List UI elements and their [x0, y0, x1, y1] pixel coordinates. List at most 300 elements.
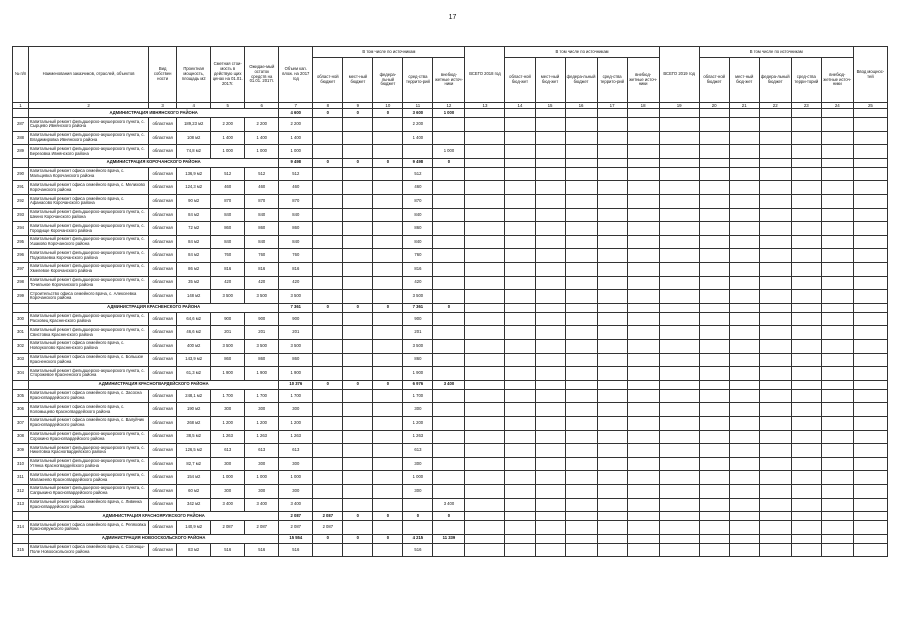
empty-cell: [505, 167, 535, 181]
empty-cell: [505, 430, 535, 444]
empty-cell: [729, 339, 759, 353]
empty-cell: [759, 312, 791, 326]
empty-cell: [729, 416, 759, 430]
source-cell: 0: [433, 512, 465, 521]
empty-cell: [759, 367, 791, 381]
volume-cell: 15 554: [279, 534, 313, 543]
source-cell: [373, 276, 403, 290]
empty-cell: [597, 367, 627, 381]
volume-cell: 840: [279, 208, 313, 222]
estimate-cell: 3 500: [211, 290, 245, 304]
header-src: област-ной бюджет: [313, 58, 343, 103]
empty-cell: [535, 208, 565, 222]
empty-cell: [729, 208, 759, 222]
empty-cell: [699, 222, 729, 236]
expected-cell: 516: [245, 543, 279, 557]
empty-cell: [853, 109, 887, 118]
table-row: [13, 521, 888, 535]
empty-cell: [597, 167, 627, 181]
empty-cell: [465, 353, 505, 367]
empty-cell: [565, 484, 597, 498]
object-name: Капитальный ремонт фельдшерско-акушерского пункта, с. Владимировка Ивнянского района: [29, 131, 149, 145]
object-name: Капитальный ремонт офиса семейного врача, с. Новоуколово Красненского района: [29, 339, 149, 353]
empty-cell: [853, 444, 887, 458]
source-cell: 1 400: [403, 131, 433, 145]
empty-cell: [699, 290, 729, 304]
capacity-cell: 86 м2: [177, 263, 211, 277]
empty-cell: [821, 339, 853, 353]
expected-cell: 860: [245, 222, 279, 236]
source-cell: [373, 222, 403, 236]
source-cell: [433, 326, 465, 340]
row-number: 296: [13, 249, 29, 263]
empty-cell: [565, 249, 597, 263]
source-cell: [313, 416, 343, 430]
ownership-cell: областная: [149, 181, 177, 195]
table-row: [13, 118, 888, 132]
capacity-cell: 90 м2: [177, 195, 211, 209]
capacity-cell: 64,6 м2: [177, 312, 211, 326]
empty-cell: [853, 484, 887, 498]
ownership-cell: областная: [149, 416, 177, 430]
volume-cell: 300: [279, 457, 313, 471]
empty-cell: [659, 145, 699, 159]
empty-cell: [853, 534, 887, 543]
empty-cell: [535, 303, 565, 312]
object-name: Капитальный ремонт фельдшерско-акушерского пункта, с. Расховец Красненского района: [29, 312, 149, 326]
source-cell: 3 400: [433, 498, 465, 512]
empty-cell: [465, 109, 505, 118]
source-cell: [313, 290, 343, 304]
empty-cell: [535, 326, 565, 340]
empty-cell: [791, 380, 821, 389]
estimate-cell: 1 900: [211, 367, 245, 381]
empty-cell: [821, 403, 853, 417]
empty-cell: [699, 326, 729, 340]
empty-cell: [729, 249, 759, 263]
empty-cell: [821, 109, 853, 118]
empty-cell: [821, 222, 853, 236]
source-cell: [313, 367, 343, 381]
source-cell: 1 000: [433, 109, 465, 118]
group-title: АДМИНИСТРАЦИЯ ИВНЯНСКОГО РАЙОНА: [29, 109, 279, 118]
empty-cell: [627, 430, 659, 444]
source-cell: 6 976: [403, 380, 433, 389]
source-cell: [433, 131, 465, 145]
empty-cell: [627, 263, 659, 277]
header-src: федера-льный бюджет: [373, 58, 403, 103]
row-number: [13, 380, 29, 389]
source-cell: [313, 131, 343, 145]
empty-cell: [659, 131, 699, 145]
source-cell: [313, 471, 343, 485]
empty-cell: [759, 339, 791, 353]
ownership-cell: областная: [149, 484, 177, 498]
empty-cell: [699, 380, 729, 389]
ownership-cell: областная: [149, 339, 177, 353]
empty-cell: [699, 276, 729, 290]
empty-cell: [505, 276, 535, 290]
empty-cell: [759, 389, 791, 403]
table-row: [13, 208, 888, 222]
empty-cell: [597, 263, 627, 277]
header-estimate: Сметная стои-мость в действую щих ценах на 01.01. 2017г.: [211, 47, 245, 103]
row-number: 290: [13, 167, 29, 181]
capacity-cell: 342 м2: [177, 498, 211, 512]
volume-cell: 1 900: [279, 367, 313, 381]
empty-cell: [565, 457, 597, 471]
empty-cell: [597, 290, 627, 304]
source-cell: [313, 484, 343, 498]
empty-cell: [627, 249, 659, 263]
ownership-cell: областная: [149, 290, 177, 304]
empty-cell: [465, 312, 505, 326]
volume-cell: 1 200: [279, 416, 313, 430]
volume-cell: 300: [279, 484, 313, 498]
row-number: 308: [13, 430, 29, 444]
empty-cell: [759, 167, 791, 181]
table-row: [13, 181, 888, 195]
empty-cell: [565, 367, 597, 381]
empty-cell: [659, 498, 699, 512]
empty-cell: [505, 131, 535, 145]
empty-cell: [699, 167, 729, 181]
ownership-cell: областная: [149, 326, 177, 340]
empty-cell: [627, 389, 659, 403]
empty-cell: [505, 498, 535, 512]
empty-cell: [821, 312, 853, 326]
empty-cell: [465, 380, 505, 389]
empty-cell: [535, 339, 565, 353]
object-name: Капитальный ремонт фельдшерско-акушерского пункта, с. Хмелевое Корочанского района: [29, 263, 149, 277]
table-row: [13, 222, 888, 236]
empty-cell: [729, 367, 759, 381]
volume-cell: 9 498: [279, 158, 313, 167]
table-row: [13, 498, 888, 512]
empty-cell: [465, 158, 505, 167]
source-cell: [433, 543, 465, 557]
empty-cell: [535, 167, 565, 181]
source-cell: [433, 471, 465, 485]
empty-cell: [505, 389, 535, 403]
row-number: 305: [13, 389, 29, 403]
empty-cell: [659, 543, 699, 557]
expected-cell: 300: [245, 484, 279, 498]
empty-cell: [821, 498, 853, 512]
row-number: 300: [13, 312, 29, 326]
source-cell: 0: [343, 158, 373, 167]
empty-cell: [535, 222, 565, 236]
expected-cell: 2 087: [245, 521, 279, 535]
empty-cell: [821, 167, 853, 181]
empty-cell: [699, 512, 729, 521]
row-number: 294: [13, 222, 29, 236]
empty-cell: [759, 498, 791, 512]
capacity-cell: 189,23 м2: [177, 118, 211, 132]
empty-cell: [659, 416, 699, 430]
empty-cell: [853, 521, 887, 535]
table-row: [13, 195, 888, 209]
header-src: мест-ный бюд-жет: [535, 58, 565, 103]
estimate-cell: 840: [211, 208, 245, 222]
header-src: сред-ства террито-рий: [403, 58, 433, 103]
empty-cell: [465, 444, 505, 458]
empty-cell: [821, 195, 853, 209]
expected-cell: 420: [245, 276, 279, 290]
expected-cell: 3 500: [245, 339, 279, 353]
empty-cell: [535, 249, 565, 263]
capacity-cell: 124,3 м2: [177, 181, 211, 195]
empty-cell: [465, 167, 505, 181]
row-number: 302: [13, 339, 29, 353]
empty-cell: [597, 444, 627, 458]
empty-cell: [759, 222, 791, 236]
header-src-group-2017: В том числе по источникам: [313, 47, 465, 58]
empty-cell: [759, 290, 791, 304]
capacity-cell: 190 м2: [177, 403, 211, 417]
empty-cell: [659, 339, 699, 353]
source-cell: [373, 312, 403, 326]
source-cell: [433, 263, 465, 277]
source-cell: 870: [403, 195, 433, 209]
source-cell: 613: [403, 444, 433, 458]
empty-cell: [565, 158, 597, 167]
row-number: 288: [13, 131, 29, 145]
ownership-cell: областная: [149, 235, 177, 249]
empty-cell: [565, 403, 597, 417]
empty-cell: [699, 109, 729, 118]
expected-cell: 870: [245, 195, 279, 209]
source-cell: [373, 416, 403, 430]
estimate-cell: 460: [211, 181, 245, 195]
empty-cell: [791, 484, 821, 498]
empty-cell: [821, 380, 853, 389]
header-commissioning: Ввод мощнос-тей: [853, 47, 887, 103]
source-cell: [313, 195, 343, 209]
source-cell: [433, 416, 465, 430]
empty-cell: [505, 303, 535, 312]
empty-cell: [791, 457, 821, 471]
estimate-cell: 300: [211, 457, 245, 471]
empty-cell: [821, 303, 853, 312]
ownership-cell: областная: [149, 131, 177, 145]
source-cell: [343, 276, 373, 290]
empty-cell: [791, 543, 821, 557]
empty-cell: [535, 235, 565, 249]
expected-cell: 300: [245, 457, 279, 471]
empty-cell: [759, 181, 791, 195]
empty-cell: [853, 380, 887, 389]
volume-cell: 4 600: [279, 109, 313, 118]
object-name: Капитальный ремонт фельдшерско-акушерского пункта, с. Сырцево Ивнянского района: [29, 118, 149, 132]
source-cell: [343, 195, 373, 209]
object-name: Капитальный ремонт фельдшерско-акушерского пункта, с. Никитовка Красногвардейского района: [29, 444, 149, 458]
source-cell: 860: [403, 222, 433, 236]
empty-cell: [659, 222, 699, 236]
empty-cell: [565, 512, 597, 521]
empty-cell: [597, 457, 627, 471]
empty-cell: [699, 249, 729, 263]
source-cell: [313, 543, 343, 557]
empty-cell: [729, 543, 759, 557]
source-cell: 4 215: [403, 534, 433, 543]
source-cell: 1 700: [403, 389, 433, 403]
empty-cell: [659, 457, 699, 471]
estimate-cell: 1 000: [211, 145, 245, 159]
source-cell: [343, 430, 373, 444]
capacity-cell: 35 м2: [177, 276, 211, 290]
empty-cell: [699, 195, 729, 209]
column-number: 5: [211, 103, 245, 109]
empty-cell: [627, 512, 659, 521]
empty-cell: [465, 543, 505, 557]
empty-cell: [465, 339, 505, 353]
source-cell: [373, 389, 403, 403]
source-cell: [343, 543, 373, 557]
source-cell: 0: [433, 303, 465, 312]
empty-cell: [597, 303, 627, 312]
empty-cell: [659, 444, 699, 458]
empty-cell: [597, 222, 627, 236]
empty-cell: [465, 403, 505, 417]
empty-cell: [505, 484, 535, 498]
expected-cell: 1 900: [245, 367, 279, 381]
empty-cell: [627, 498, 659, 512]
page-number: 17: [448, 14, 457, 21]
empty-cell: [791, 312, 821, 326]
object-name: Капитальный ремонт офиса семейного врача, с. Афанасово Корочанского района: [29, 195, 149, 209]
capacity-cell: 400 м2: [177, 339, 211, 353]
empty-cell: [821, 484, 853, 498]
source-cell: [373, 484, 403, 498]
expected-cell: 1 000: [245, 145, 279, 159]
source-cell: [343, 471, 373, 485]
empty-cell: [627, 303, 659, 312]
source-cell: 11 339: [433, 534, 465, 543]
source-cell: 2 087: [313, 512, 343, 521]
empty-cell: [729, 181, 759, 195]
source-cell: 900: [403, 312, 433, 326]
empty-cell: [627, 326, 659, 340]
source-cell: [403, 521, 433, 535]
row-number: 299: [13, 290, 29, 304]
volume-cell: 7 361: [279, 303, 313, 312]
empty-cell: [759, 512, 791, 521]
empty-cell: [505, 521, 535, 535]
empty-cell: [729, 290, 759, 304]
empty-cell: [699, 457, 729, 471]
empty-cell: [465, 181, 505, 195]
empty-cell: [465, 326, 505, 340]
estimate-cell: 420: [211, 276, 245, 290]
table-row: [13, 131, 888, 145]
empty-cell: [729, 303, 759, 312]
empty-cell: [627, 312, 659, 326]
volume-cell: 1 400: [279, 131, 313, 145]
source-cell: [343, 444, 373, 458]
empty-cell: [597, 380, 627, 389]
table-row: [13, 367, 888, 381]
table-row: [13, 484, 888, 498]
source-cell: [313, 339, 343, 353]
empty-cell: [505, 158, 535, 167]
group-row: [13, 512, 888, 521]
empty-cell: [759, 131, 791, 145]
empty-cell: [729, 109, 759, 118]
empty-cell: [729, 534, 759, 543]
empty-cell: [729, 444, 759, 458]
capacity-cell: 154 м2: [177, 471, 211, 485]
object-name: Капитальный ремонт фельдшерско-акушерского пункта, с. Малакеево Красногвардейского района: [29, 471, 149, 485]
row-number: 304: [13, 367, 29, 381]
table-row: [13, 326, 888, 340]
empty-cell: [565, 498, 597, 512]
volume-cell: 2 087: [279, 512, 313, 521]
empty-cell: [821, 158, 853, 167]
empty-cell: [759, 353, 791, 367]
source-cell: 460: [403, 181, 433, 195]
empty-cell: [565, 118, 597, 132]
empty-cell: [699, 339, 729, 353]
source-cell: 1 000: [403, 471, 433, 485]
empty-cell: [597, 208, 627, 222]
row-number: 311: [13, 471, 29, 485]
empty-cell: [627, 158, 659, 167]
source-cell: [433, 367, 465, 381]
source-cell: [343, 457, 373, 471]
empty-cell: [729, 118, 759, 132]
estimate-cell: 300: [211, 403, 245, 417]
empty-cell: [699, 131, 729, 145]
empty-cell: [821, 471, 853, 485]
empty-cell: [627, 145, 659, 159]
group-row: [13, 380, 888, 389]
empty-cell: [465, 534, 505, 543]
empty-cell: [729, 403, 759, 417]
row-number: 312: [13, 484, 29, 498]
empty-cell: [791, 290, 821, 304]
empty-cell: [565, 276, 597, 290]
empty-cell: [759, 303, 791, 312]
empty-cell: [729, 353, 759, 367]
estimate-cell: 1 400: [211, 131, 245, 145]
empty-cell: [699, 471, 729, 485]
group-title: АДМИНИСТРАЦИЯ КОРОЧАНСКОГО РАЙОНА: [29, 158, 279, 167]
object-name: Капитальный ремонт фельдшерско-акушерского пункта, с. Сторожевое Красненского района: [29, 367, 149, 381]
empty-cell: [565, 312, 597, 326]
empty-cell: [699, 353, 729, 367]
source-cell: [313, 235, 343, 249]
empty-cell: [597, 195, 627, 209]
source-cell: 840: [403, 208, 433, 222]
group-title: АДМИНИСТРАЦИЯ КРАСНОГВАРДЕЙСКОГО РАЙОНА: [29, 380, 279, 389]
source-cell: 300: [403, 457, 433, 471]
empty-cell: [659, 326, 699, 340]
source-cell: [313, 430, 343, 444]
empty-cell: [535, 353, 565, 367]
volume-cell: 900: [279, 312, 313, 326]
source-cell: [313, 263, 343, 277]
empty-cell: [821, 326, 853, 340]
estimate-cell: 816: [211, 263, 245, 277]
source-cell: [403, 145, 433, 159]
source-cell: 1 000: [433, 145, 465, 159]
empty-cell: [853, 353, 887, 367]
source-cell: [313, 276, 343, 290]
volume-cell: 420: [279, 276, 313, 290]
empty-cell: [565, 195, 597, 209]
source-cell: [313, 457, 343, 471]
